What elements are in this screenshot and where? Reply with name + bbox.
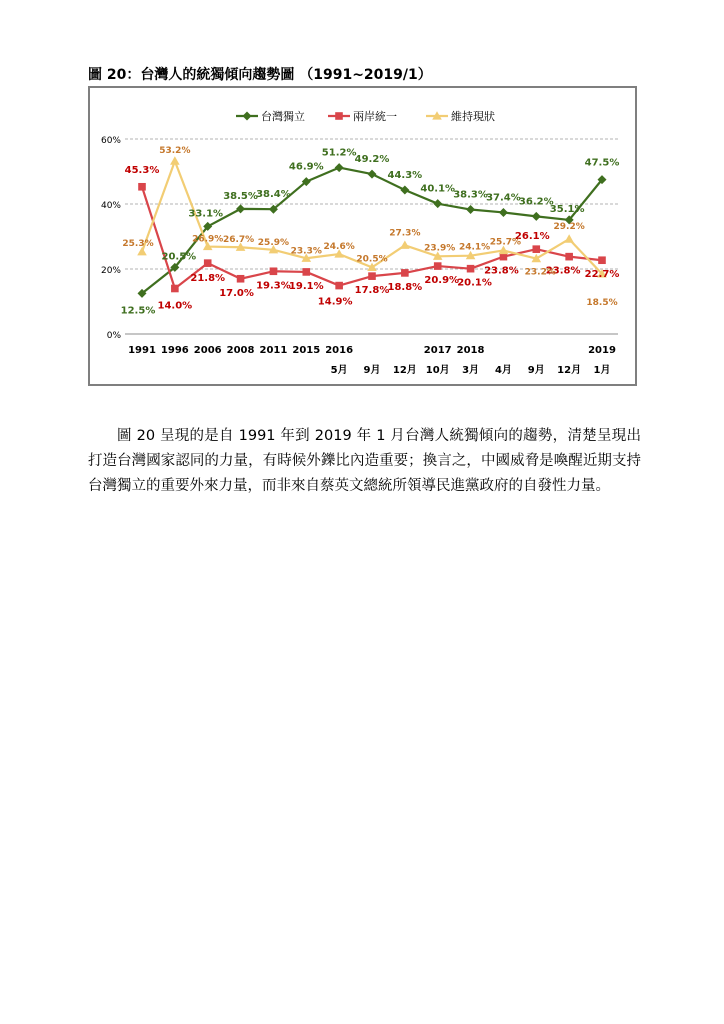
- data-label: 26.7%: [222, 235, 255, 246]
- x-tick-label-year: 2015: [292, 345, 321, 356]
- x-tick-label-month: 9月: [363, 365, 381, 376]
- data-label: 40.1%: [420, 183, 456, 195]
- data-label: 23.3%: [290, 246, 322, 257]
- data-label: 25.7%: [489, 237, 522, 248]
- x-tick-label-year: 2006: [193, 345, 222, 356]
- legend-entry: 兩岸統一: [353, 110, 397, 123]
- data-label: 18.8%: [387, 281, 423, 293]
- data-point: [170, 156, 180, 164]
- data-label: 25.3%: [122, 238, 154, 249]
- x-tick-label-month: 10月: [425, 365, 450, 376]
- x-tick-label-year: 2011: [259, 345, 288, 356]
- data-label: 51.2%: [321, 147, 357, 159]
- data-label: 23.8%: [545, 265, 581, 277]
- data-label: 23.2%: [524, 267, 556, 278]
- y-tick-label: 40%: [100, 201, 121, 211]
- data-label: 46.9%: [288, 161, 324, 173]
- data-point: [400, 240, 410, 248]
- data-label: 24.6%: [323, 242, 355, 253]
- x-tick-label-month: 12月: [392, 365, 417, 376]
- data-label: 47.5%: [584, 157, 620, 169]
- x-tick-label-year: 2008: [226, 345, 255, 356]
- data-label: 17.8%: [354, 285, 390, 297]
- data-label: 27.3%: [389, 228, 421, 239]
- data-point: [433, 199, 442, 208]
- y-tick-label: 60%: [100, 136, 121, 146]
- data-point: [204, 259, 212, 267]
- data-point: [532, 245, 540, 253]
- data-point: [401, 269, 409, 277]
- data-label: 21.8%: [190, 273, 226, 285]
- data-label: 45.3%: [124, 164, 160, 176]
- data-label: 23.8%: [484, 265, 519, 277]
- data-label: 49.2%: [354, 154, 390, 166]
- data-point: [335, 163, 344, 172]
- data-label: 23.9%: [424, 243, 456, 254]
- x-tick-label-year: 2017: [423, 345, 452, 356]
- data-point: [499, 208, 508, 217]
- x-tick-label-year: 2019: [588, 345, 616, 356]
- data-label: 20.5%: [161, 251, 197, 263]
- data-point: [171, 285, 179, 293]
- data-point: [564, 234, 574, 242]
- x-tick-label-year: 1996: [160, 345, 189, 356]
- x-tick-label-year: 2018: [456, 345, 485, 356]
- line-chart: [90, 88, 635, 384]
- x-tick-label-month: 12月: [557, 365, 582, 376]
- legend-marker: [335, 112, 343, 120]
- data-point: [368, 170, 377, 179]
- data-point: [237, 275, 245, 283]
- x-tick-label-year: 2016: [325, 345, 354, 356]
- data-label: 26.9%: [192, 234, 224, 245]
- data-label: 20.9%: [424, 275, 460, 287]
- data-label: 19.3%: [256, 280, 291, 292]
- x-tick-label-month: 5月: [330, 365, 348, 376]
- data-label: 20.5%: [356, 254, 388, 265]
- data-point: [565, 253, 573, 261]
- data-label: 38.5%: [223, 190, 258, 202]
- data-label: 33.1%: [188, 208, 224, 220]
- data-label: 17.0%: [219, 287, 254, 299]
- x-tick-label-month: 9月: [527, 365, 545, 376]
- data-label: 22.7%: [584, 269, 620, 281]
- data-point: [302, 268, 310, 276]
- x-tick-label-month: 1月: [593, 365, 611, 376]
- body-paragraph: 圖 20 呈現的是自 1991 年到 2019 年 1 月台灣人統獨傾向的趨勢，清楚呈現出打造台灣國家認同的力量，有時候外鑠比內造重要；換言之，中國威脅是喚醒近期支持台灣獨立的重要外來力量，而非來自蔡英文總統所領導民進黨政府的自發性力量。: [88, 428, 641, 494]
- data-label: 24.1%: [458, 242, 491, 253]
- data-point: [400, 186, 409, 195]
- legend: [236, 109, 495, 123]
- data-label: 20.1%: [457, 277, 492, 289]
- data-label: 14.0%: [157, 300, 193, 312]
- data-label: 35.1%: [549, 203, 585, 215]
- data-point: [138, 183, 146, 191]
- data-point: [368, 272, 376, 280]
- y-tick-label: 20%: [100, 266, 121, 276]
- data-point: [532, 212, 541, 221]
- x-tick-label-year: 1991: [128, 345, 156, 356]
- data-label: 37.4%: [486, 192, 521, 204]
- data-label: 44.3%: [387, 170, 423, 182]
- data-point: [598, 256, 606, 264]
- data-label: 36.2%: [518, 196, 554, 208]
- data-point: [236, 204, 245, 213]
- data-label: 19.1%: [288, 280, 324, 292]
- data-label: 53.2%: [159, 146, 191, 157]
- x-tick-label-month: 3月: [462, 365, 480, 376]
- data-label: 38.4%: [256, 189, 291, 201]
- chart-frame: [88, 86, 637, 386]
- legend-entry: 台灣獨立: [261, 110, 305, 123]
- y-tick-label: 0%: [106, 331, 121, 341]
- data-point: [270, 267, 278, 275]
- data-label: 18.5%: [586, 297, 618, 308]
- data-point: [466, 205, 475, 214]
- x-tick-label-month: 4月: [494, 365, 512, 376]
- data-label: 12.5%: [120, 305, 156, 317]
- data-label: 26.1%: [514, 231, 550, 243]
- data-label: 14.9%: [317, 296, 353, 308]
- data-point: [335, 282, 343, 290]
- legend-marker: [243, 112, 252, 121]
- figure-caption: 圖 20：台灣人的統獨傾向趨勢圖 （1991~2019/1）: [88, 67, 432, 83]
- data-point: [467, 265, 475, 273]
- data-label: 29.2%: [553, 222, 585, 233]
- legend-entry: 維持現狀: [451, 110, 495, 123]
- data-label: 38.3%: [453, 189, 488, 201]
- data-point: [434, 262, 442, 270]
- data-label: 25.9%: [257, 237, 290, 248]
